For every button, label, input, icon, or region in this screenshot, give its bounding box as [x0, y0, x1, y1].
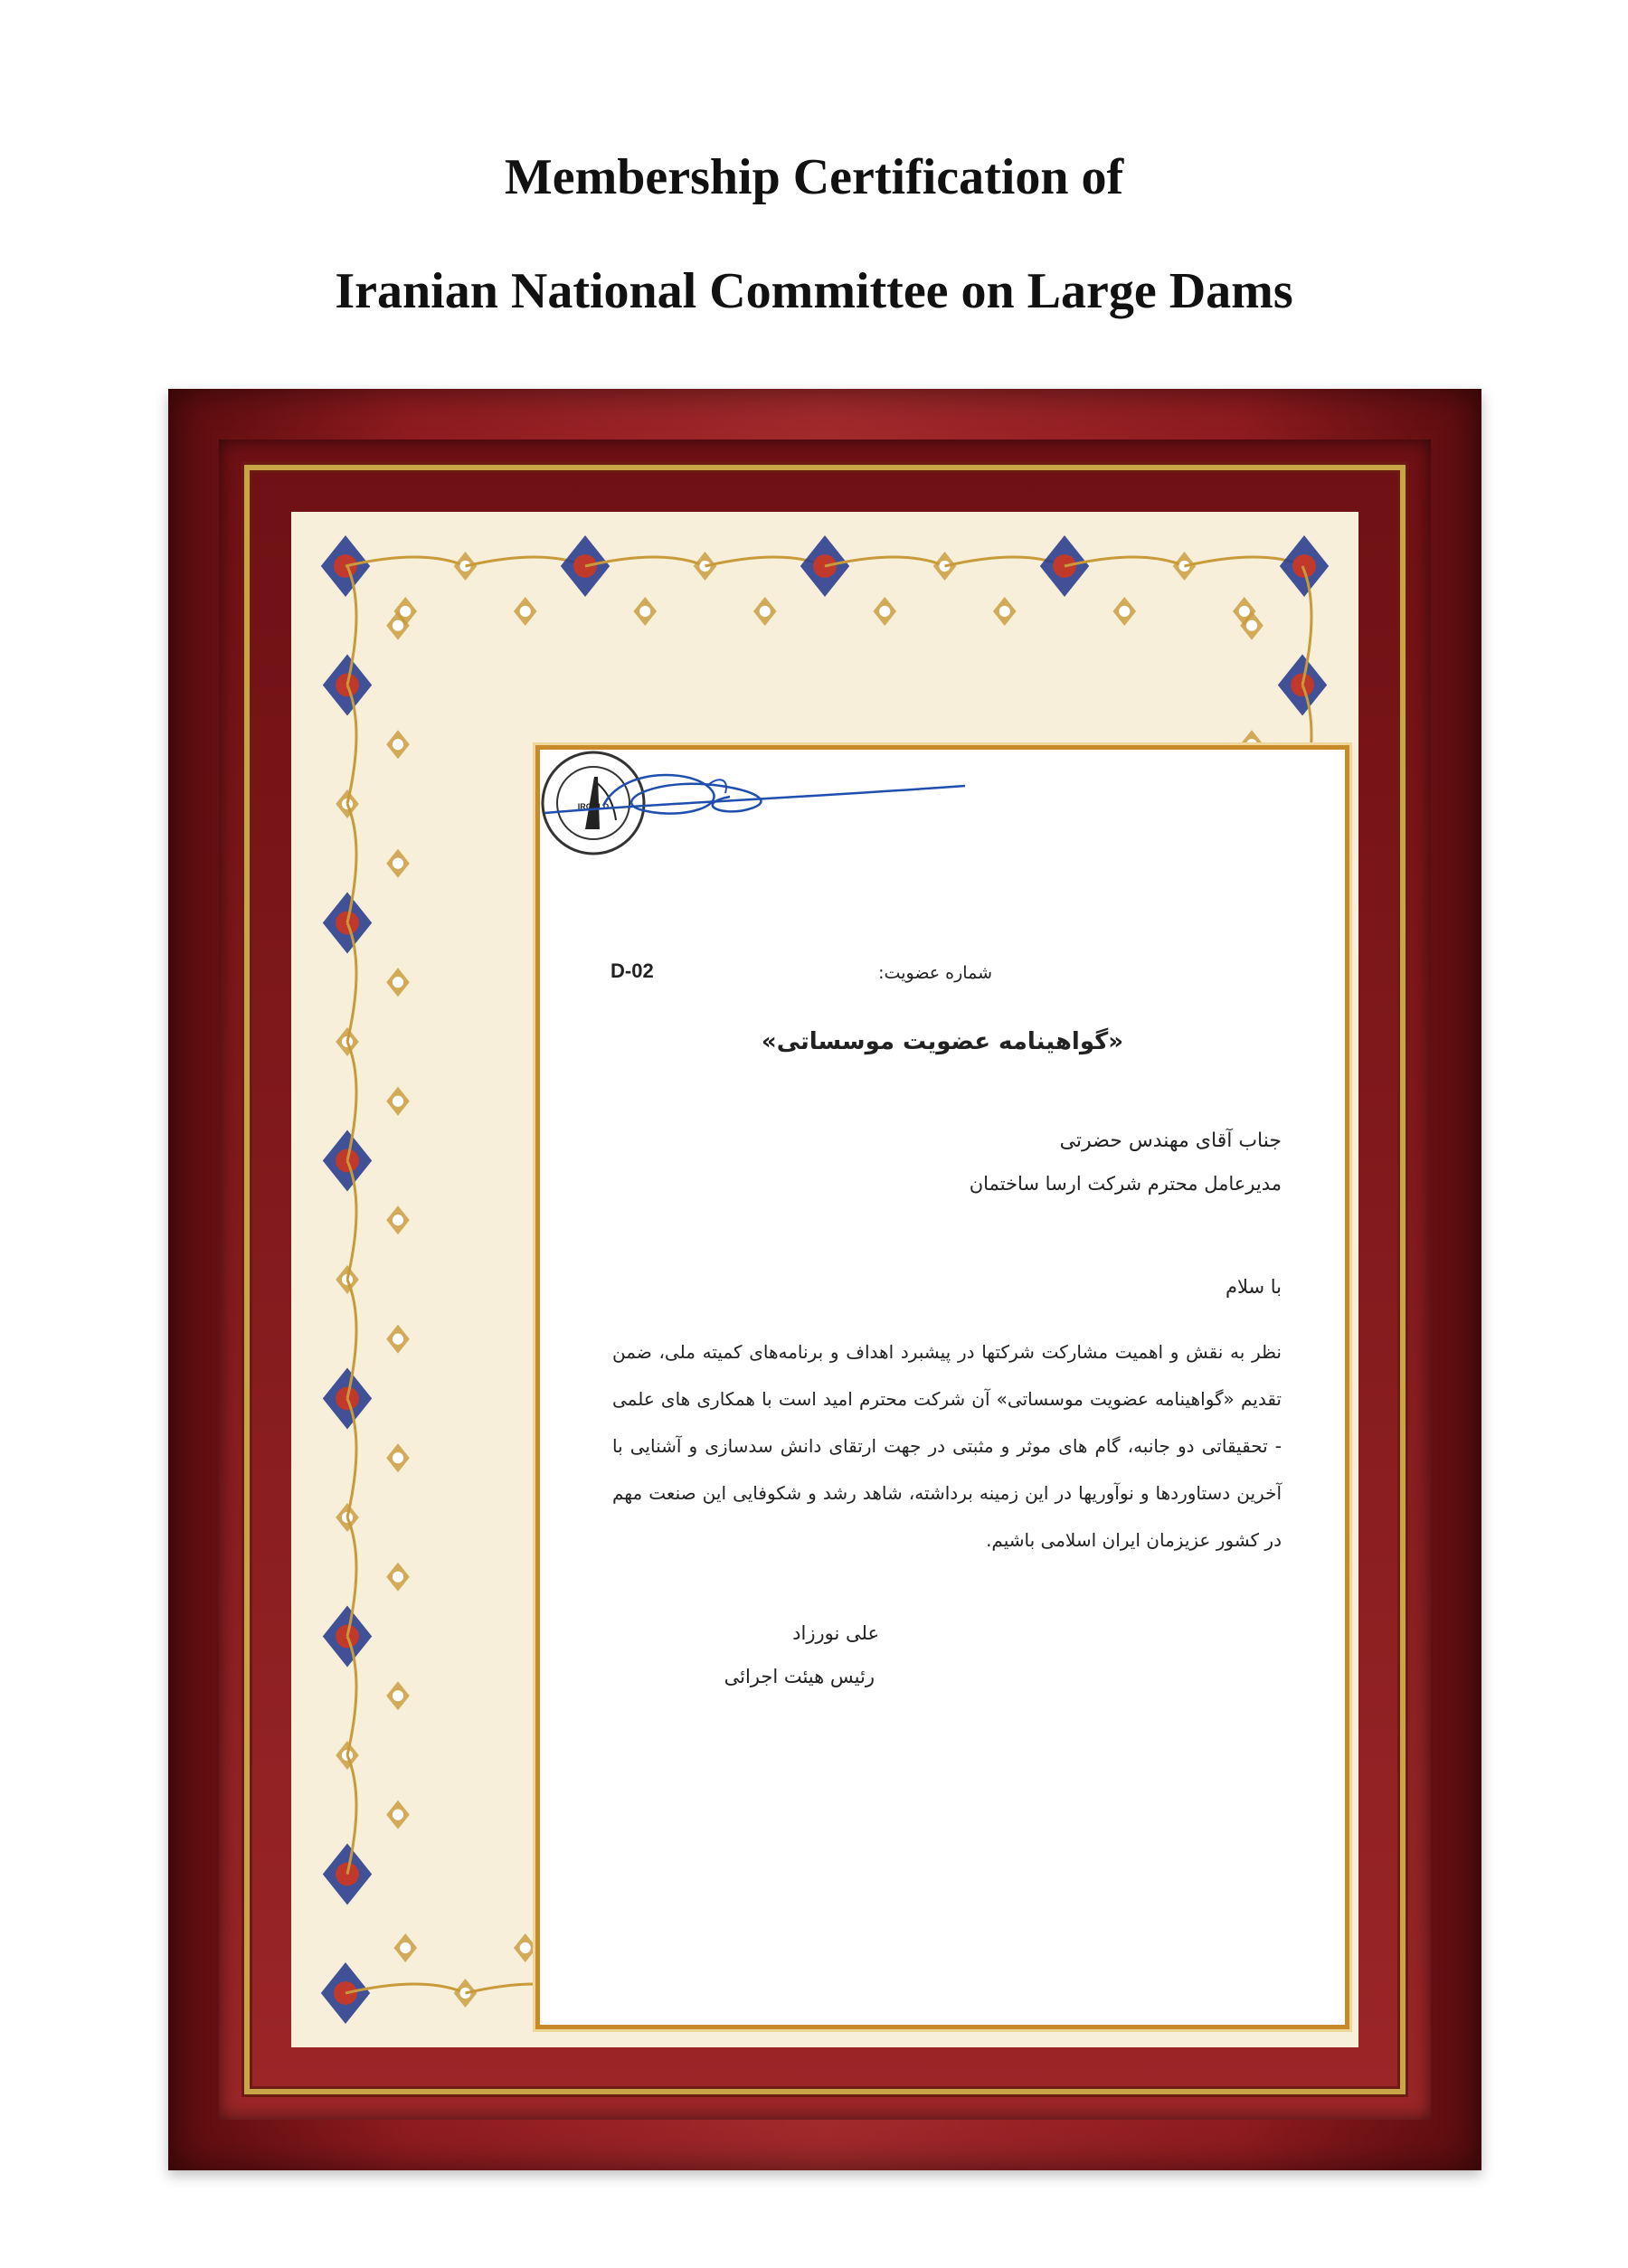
flower-ornament: [753, 597, 777, 626]
flower-ornament: [873, 597, 896, 626]
flower-ornament: [386, 968, 410, 997]
svg-text:IRCOLD: IRCOLD: [577, 802, 610, 811]
membership-number-label: شماره عضویت:: [878, 963, 992, 983]
flower-ornament: [386, 1443, 410, 1472]
page-title-line-2: Iranian National Committee on Large Dams: [335, 263, 1293, 319]
flower-ornament: [1112, 597, 1136, 626]
certificate-content: [535, 745, 1349, 2029]
recipient-title: مدیرعامل محترم شرکت ارسا ساختمان: [969, 1173, 1282, 1195]
handwritten-signature: [540, 750, 974, 831]
flower-ornament: [393, 1933, 417, 1962]
flower-ornament: [993, 597, 1017, 626]
signatory-name: علی نورزاد: [792, 1622, 879, 1644]
medallion-ornament: [1280, 535, 1329, 597]
certificate-frame: [168, 389, 1481, 2170]
greeting: با سلام: [1225, 1276, 1282, 1298]
flower-ornament: [514, 1933, 537, 1962]
flower-ornament: [386, 1087, 410, 1116]
signatory-title: رئیس هیئت اجرائی: [724, 1666, 875, 1687]
flower-ornament: [386, 1563, 410, 1592]
flower-ornament: [386, 1325, 410, 1354]
ornamental-border: [291, 512, 1358, 2047]
flower-ornament: [386, 849, 410, 878]
flower-ornament: [386, 1800, 410, 1829]
flower-ornament: [633, 597, 657, 626]
membership-number: D-02: [610, 959, 654, 982]
certificate-body-text: نظر به نقش و اهمیت مشارکت شرکتها در پیشبرد اهداف و برنامه‌های کمیته ملی، ضمن تقدیم «گواهینامه عضویت موسساتی» آن شرکت محترم امید است با همکاری های علمی - تحقیقاتی دو جانبه، گام های موثر و مثبتی در جهت ارتقای دانش سدسازی و آشنایی با آخرین دستاوردها و نوآوریها در این زمینه برداشته، شاهد رشد و شکوفایی این صنعت مهم در کشور عزیزمان ایران اسلامی باشیم.: [612, 1341, 1282, 1551]
recipient-name: جناب آقای مهندس حضرتی: [1059, 1129, 1282, 1152]
certificate-heading: «گواهینامه عضویت موسساتی»: [761, 1028, 1124, 1055]
flower-ornament: [386, 1681, 410, 1710]
flower-ornament: [514, 597, 537, 626]
flower-ornament: [386, 1205, 410, 1234]
flower-ornament: [386, 730, 410, 759]
page-title-line-1: Membership Certification of: [504, 149, 1124, 205]
